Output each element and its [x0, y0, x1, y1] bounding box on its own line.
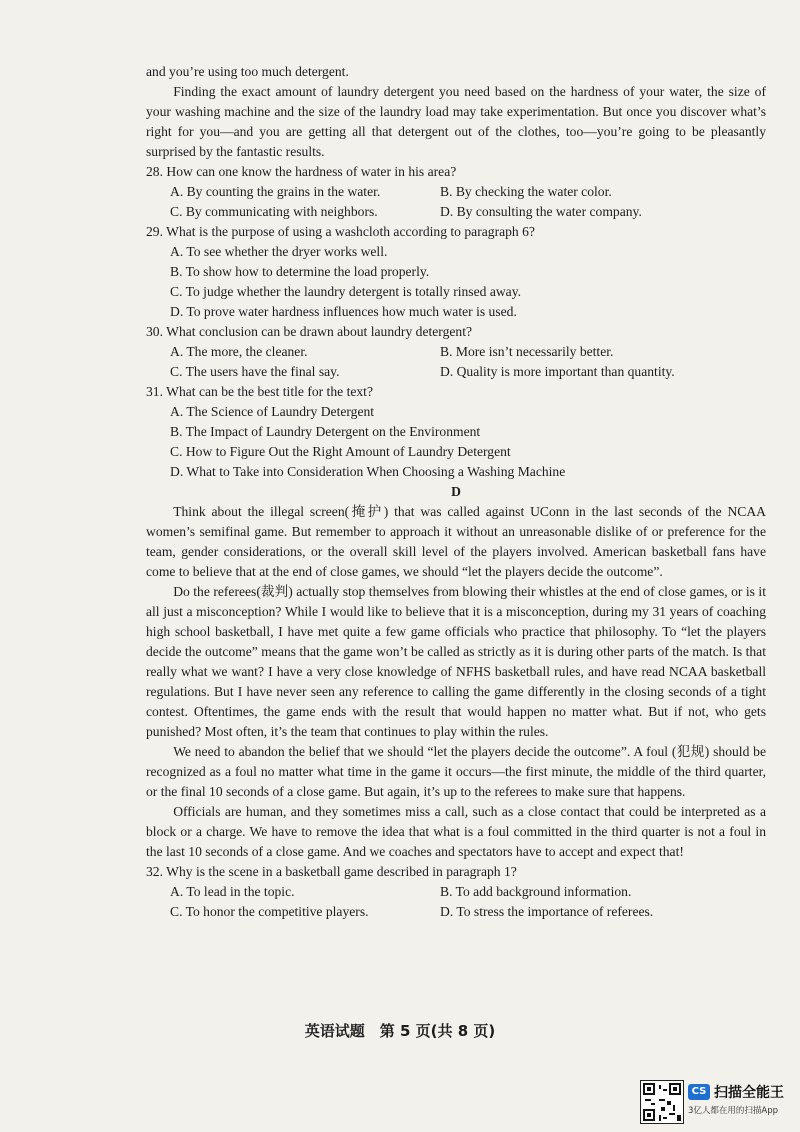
option-b: B. To add background information. [440, 884, 632, 899]
option-c: C. To judge whether the laundry detergent is totally rinsed away. [170, 284, 522, 299]
option-b: B. The Impact of Laundry Detergent on the Environment [170, 424, 481, 439]
option-b: B. By checking the water color. [440, 184, 612, 199]
scanner-brand-name: 扫描全能王 [714, 1085, 784, 1101]
qr-code-icon [640, 1080, 684, 1124]
passage-d-paragraph-4: Officials are human, and they sometimes miss a call, such as a close contact that could be interpreted as a block or a charge. We have to remove the idea that what is a foul committed in the third quarter is not a foul in the last 10 seconds of a close game. And we coaches and spectators have to accept and expect that! [146, 804, 766, 859]
option-a: A. The Science of Laundry Detergent [170, 404, 375, 419]
option-b: B. To show how to determine the load properly. [170, 264, 430, 279]
option-a: A. To see whether the dryer works well. [170, 244, 388, 259]
option-d: D. To stress the importance of referees. [440, 904, 654, 919]
passage-d-paragraph-1: Think about the illegal screen(掩护) that was called against UConn in the last seconds of the NCAA women’s semifinal game. But remember to approach it without an unreasonable dislike of or preference for the team, gender considerations, or the overall skill level of the players involved. American basketball fans have come to believe that at the end of close games, we should “let the players decide the outcome”. [146, 504, 766, 579]
passage-d-paragraph-3: We need to abandon the belief that we should “let the players decide the outcome”. A foul (犯规) should be recognized as a foul no matter what time in the game it occurs—the first minute, the middle of the third quarter, or the final 10 seconds of a close game. But again, it’s up to the referees to make sure that happens. [146, 744, 766, 799]
question-28-options [146, 182, 766, 222]
option-d: D. By consulting the water company. [440, 204, 642, 219]
question-28-stem: 28. How can one know the hardness of water in his area? [146, 164, 457, 179]
passage-c-final-paragraph: Finding the exact amount of laundry detergent you need based on the hardness of your water, the size of your washing machine and the size of the laundry load may take experimentation. But once you discover what’s right for you—and you are getting all that detergent out of the clothes, too—you’re going to be pleasantly surprised by the fantastic results. [146, 84, 766, 159]
option-c: C. To honor the competitive players. [170, 904, 369, 919]
option-c: C. How to Figure Out the Right Amount of Laundry Detergent [170, 444, 511, 459]
page-footer: 英语试题 第 5 页(共 8 页) [304, 1022, 496, 1040]
option-d: D. Quality is more important than quantity. [440, 364, 675, 379]
question-32-stem: 32. Why is the scene in a basketball game described in paragraph 1? [146, 864, 517, 879]
section-d-heading: D [451, 484, 461, 499]
option-a: A. The more, the cleaner. [170, 344, 308, 359]
passage-c-end-line: and you’re using too much detergent. [146, 64, 349, 79]
question-31-stem: 31. What can be the best title for the text? [146, 384, 373, 399]
option-a: A. By counting the grains in the water. [170, 184, 381, 199]
question-29-options [146, 242, 766, 322]
question-29-stem: 29. What is the purpose of using a washcloth according to paragraph 6? [146, 224, 535, 239]
camscanner-logo-icon: CS [688, 1084, 710, 1100]
question-30-options [146, 342, 766, 382]
option-c: C. The users have the final say. [170, 364, 340, 379]
question-31-options [146, 402, 766, 482]
page-content [146, 62, 766, 922]
option-b: B. More isn’t necessarily better. [440, 344, 614, 359]
option-d: D. To prove water hardness influences how much water is used. [170, 304, 517, 319]
option-d: D. What to Take into Consideration When Choosing a Washing Machine [170, 464, 566, 479]
option-a: A. To lead in the topic. [170, 884, 295, 899]
option-c: C. By communicating with neighbors. [170, 204, 378, 219]
passage-d-paragraph-2: Do the referees(裁判) actually stop themselves from blowing their whistles at the end of close games, or is it all just a misconception? While I would like to believe that it is a misconception, during my 31 years of coaching high school basketball, I have met quite a few game officials who practice that philosophy. To “let the players decide the outcome” means that the game won’t be called as strictly as it is during other parts of the match. Is that really what we want? I have a very close knowledge of NFHS basketball rules, and have read NCAA basketball regulations. But I have never seen any reference to calling the game differently in the closing seconds of a tight contest. Oftentimes, the game ends with the result that would happen no matter what. But if not, who gets punished? Most often, it’s the team that continues to play within the rules. [146, 584, 766, 739]
scanner-tagline: 3亿人都在用的扫描App [688, 1106, 779, 1116]
question-30-stem: 30. What conclusion can be drawn about laundry detergent? [146, 324, 473, 339]
question-32-options [146, 882, 766, 922]
